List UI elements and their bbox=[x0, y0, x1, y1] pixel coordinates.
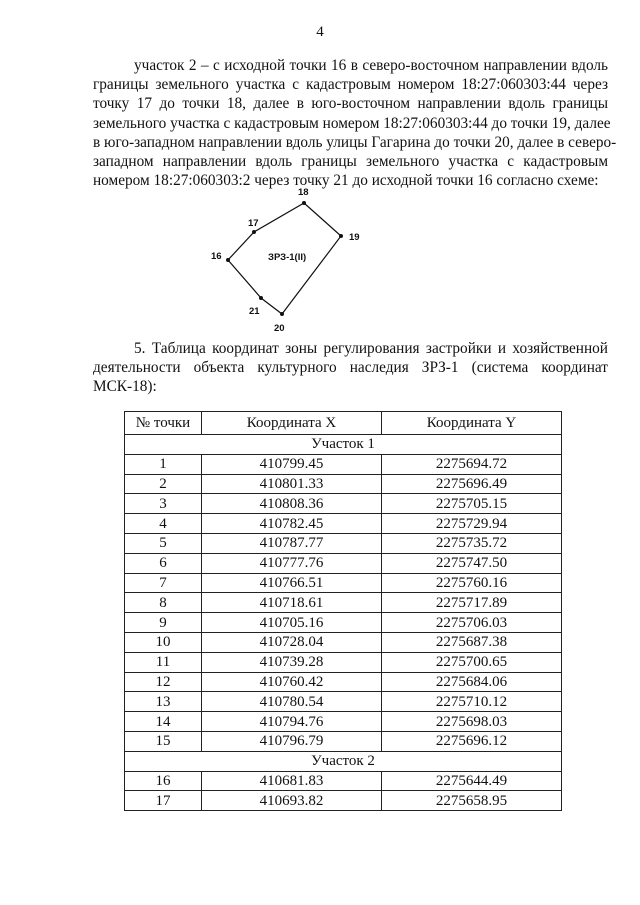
point-number-cell: 7 bbox=[125, 573, 202, 593]
coordinate-y-cell: 2275698.03 bbox=[382, 712, 562, 732]
point-marker-21 bbox=[259, 296, 263, 300]
coordinate-y-cell: 2275694.72 bbox=[382, 454, 562, 474]
point-number-cell: 13 bbox=[125, 692, 202, 712]
table-row bbox=[125, 731, 562, 751]
coordinate-x-cell: 410796.79 bbox=[202, 731, 382, 751]
text-line: деятельности объекта культурного наследия ЗРЗ-1 (система координат bbox=[93, 359, 608, 377]
coordinate-x-cell: 410681.83 bbox=[202, 771, 382, 791]
table-row bbox=[125, 573, 562, 593]
header-coordinate-x: Координата X bbox=[202, 412, 382, 435]
coordinate-y-cell: 2275696.49 bbox=[382, 474, 562, 494]
point-label-21: 21 bbox=[249, 306, 260, 317]
text-line: МСК-18): bbox=[93, 378, 157, 396]
page-number: 4 bbox=[316, 24, 324, 40]
zone-label: ЗРЗ-1(II) bbox=[268, 252, 307, 263]
coordinates-table bbox=[124, 411, 562, 811]
table-row bbox=[125, 712, 562, 732]
coordinate-y-cell: 2275747.50 bbox=[382, 553, 562, 573]
text-line: границы земельного участка с кадастровым номером 18:27:060303:44 через bbox=[93, 76, 608, 94]
coordinate-x-cell: 410780.54 bbox=[202, 692, 382, 712]
point-label-19: 19 bbox=[349, 232, 360, 243]
table-row bbox=[125, 454, 562, 474]
coordinate-x-cell: 410693.82 bbox=[202, 791, 382, 811]
section-title-2: Участок 2 bbox=[125, 751, 562, 771]
point-number-cell: 3 bbox=[125, 494, 202, 514]
table-header-row bbox=[125, 412, 562, 435]
coordinate-y-cell: 2275735.72 bbox=[382, 533, 562, 553]
text-line: западном направлении вдоль границы земельного участка с кадастровым bbox=[93, 152, 608, 170]
coordinate-y-cell: 2275717.89 bbox=[382, 593, 562, 613]
point-marker-16 bbox=[226, 258, 230, 262]
table-row bbox=[125, 553, 562, 573]
header-point-number: № точки bbox=[125, 412, 202, 435]
point-number-cell: 8 bbox=[125, 593, 202, 613]
point-label-16: 16 bbox=[211, 251, 222, 262]
coordinate-y-cell: 2275760.16 bbox=[382, 573, 562, 593]
table-row bbox=[125, 474, 562, 494]
coordinate-y-cell: 2275710.12 bbox=[382, 692, 562, 712]
coordinate-y-cell: 2275684.06 bbox=[382, 672, 562, 692]
table-row bbox=[125, 494, 562, 514]
paragraph-boundary-description bbox=[93, 56, 617, 190]
text-line: точку 17 до точки 18, далее в юго-восточном направлении вдоль границы bbox=[93, 95, 608, 113]
point-number-cell: 2 bbox=[125, 474, 202, 494]
text-line: 5. Таблица координат зоны регулирования застройки и хозяйственной bbox=[134, 340, 608, 357]
coordinate-x-cell: 410808.36 bbox=[202, 494, 382, 514]
point-number-cell: 14 bbox=[125, 712, 202, 732]
point-number-cell: 1 bbox=[125, 454, 202, 474]
coordinate-x-cell: 410728.04 bbox=[202, 632, 382, 652]
coordinate-x-cell: 410794.76 bbox=[202, 712, 382, 732]
coordinate-x-cell: 410777.76 bbox=[202, 553, 382, 573]
table-row bbox=[125, 533, 562, 553]
scheme-svg bbox=[200, 186, 380, 336]
coordinate-x-cell: 410787.77 bbox=[202, 533, 382, 553]
coordinate-y-cell: 2275705.15 bbox=[382, 494, 562, 514]
boundary-scheme-diagram bbox=[200, 186, 380, 336]
point-marker-17 bbox=[252, 230, 256, 234]
table-row bbox=[125, 771, 562, 791]
point-marker-19 bbox=[339, 234, 343, 238]
coordinate-x-cell: 410799.45 bbox=[202, 454, 382, 474]
coordinate-x-cell: 410766.51 bbox=[202, 573, 382, 593]
table-row bbox=[125, 652, 562, 672]
coordinate-y-cell: 2275687.38 bbox=[382, 632, 562, 652]
coordinate-y-cell: 2275658.95 bbox=[382, 791, 562, 811]
table-row bbox=[125, 613, 562, 633]
coordinate-y-cell: 2275696.12 bbox=[382, 731, 562, 751]
table-row bbox=[125, 692, 562, 712]
section-row-1 bbox=[125, 435, 562, 455]
point-number-cell: 6 bbox=[125, 553, 202, 573]
table-row bbox=[125, 593, 562, 613]
point-label-18: 18 bbox=[298, 187, 309, 198]
coordinate-y-cell: 2275706.03 bbox=[382, 613, 562, 633]
point-number-cell: 11 bbox=[125, 652, 202, 672]
point-number-cell: 16 bbox=[125, 771, 202, 791]
table-row bbox=[125, 514, 562, 534]
point-number-cell: 4 bbox=[125, 514, 202, 534]
coordinate-x-cell: 410705.16 bbox=[202, 613, 382, 633]
table-row bbox=[125, 791, 562, 811]
table-row bbox=[125, 672, 562, 692]
coordinate-x-cell: 410739.28 bbox=[202, 652, 382, 672]
point-label-17: 17 bbox=[248, 218, 259, 229]
point-number-cell: 9 bbox=[125, 613, 202, 633]
header-coordinate-y: Координата Y bbox=[382, 412, 562, 435]
point-number-cell: 15 bbox=[125, 731, 202, 751]
paragraph-table-caption bbox=[93, 339, 608, 397]
text-line: в юго-западном направлении вдоль улицы Гагарина до точки 20, далее в северо- bbox=[93, 133, 617, 151]
section-row-2 bbox=[125, 751, 562, 771]
coordinate-x-cell: 410782.45 bbox=[202, 514, 382, 534]
text-line: земельного участка с кадастровым номером 18:27:060303:44 до точки 19, далее bbox=[93, 114, 611, 132]
point-label-20: 20 bbox=[274, 323, 285, 334]
point-number-cell: 17 bbox=[125, 791, 202, 811]
coordinate-y-cell: 2275644.49 bbox=[382, 771, 562, 791]
coordinate-x-cell: 410760.42 bbox=[202, 672, 382, 692]
coordinate-x-cell: 410718.61 bbox=[202, 593, 382, 613]
point-marker-18 bbox=[302, 201, 306, 205]
section-title-1: Участок 1 bbox=[125, 435, 562, 455]
text-line: номером 18:27:060303:2 через точку 21 до исходной точки 16 согласно схеме: bbox=[93, 172, 599, 190]
point-marker-20 bbox=[280, 312, 284, 316]
coordinate-y-cell: 2275729.94 bbox=[382, 514, 562, 534]
point-number-cell: 10 bbox=[125, 632, 202, 652]
table-row bbox=[125, 632, 562, 652]
point-number-cell: 5 bbox=[125, 533, 202, 553]
point-number-cell: 12 bbox=[125, 672, 202, 692]
text-line: участок 2 – с исходной точки 16 в северо-восточном направлении вдоль bbox=[134, 57, 608, 74]
coordinate-y-cell: 2275700.65 bbox=[382, 652, 562, 672]
coordinate-x-cell: 410801.33 bbox=[202, 474, 382, 494]
